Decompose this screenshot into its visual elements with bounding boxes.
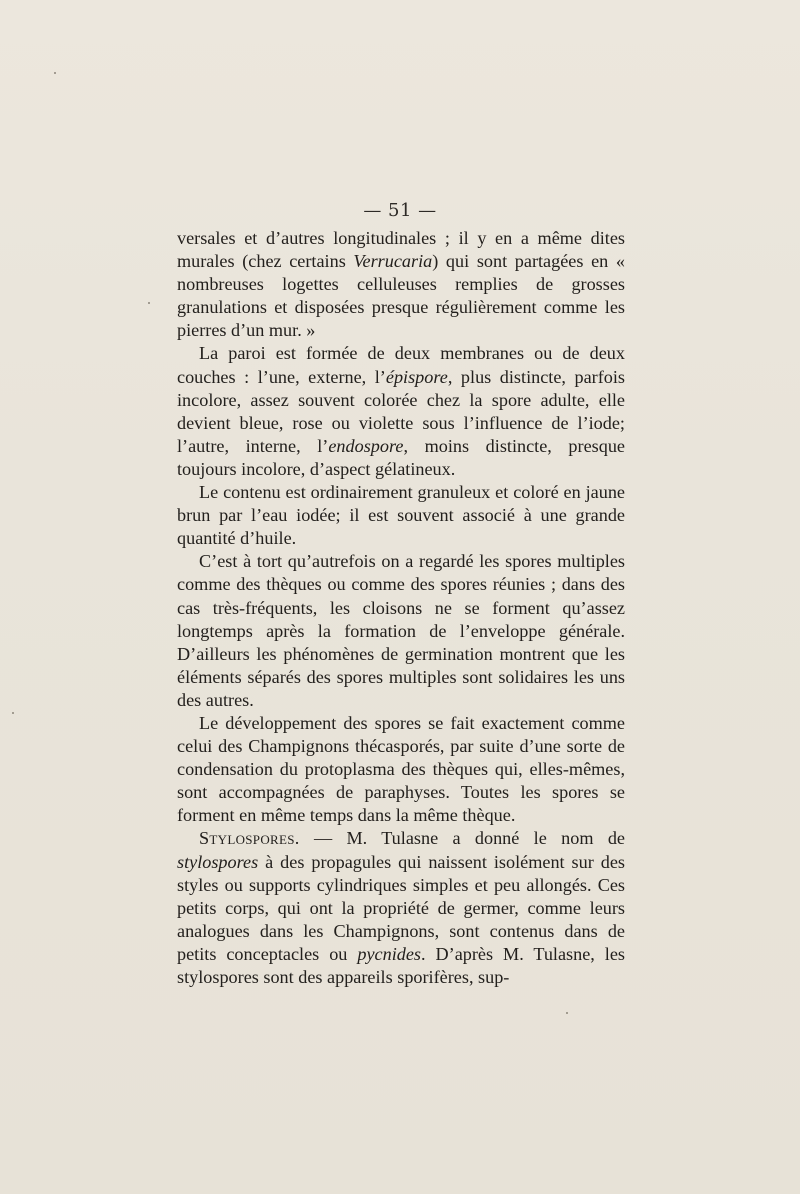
paper-speck — [148, 302, 150, 304]
text-segment-italic: pycnides — [357, 943, 421, 964]
body-text — [177, 227, 625, 989]
page-number: — 51 — — [363, 200, 437, 221]
paper-speck — [12, 712, 14, 714]
text-segment: , plus distincte, parfois incolore, assez souvent colorée chez la spore adulte, elle devient bleue, rose ou violette sous l’influence de l’iode; l’autre, interne, l’ — [177, 366, 625, 456]
text-segment: ) qui sont partagées en « nombreuses logettes celluleuses remplies de grosses granulations et disposées presque régulièrement comme les pierres d’un mur. » — [177, 251, 625, 341]
paper-speck — [54, 72, 56, 74]
text-segment: versales et d’autres longitudinales ; il y en a même dites murales (chez certains — [177, 228, 625, 272]
text-segment-italic: stylospores — [177, 851, 259, 872]
text-segment: . D’après M. Tulasne, les stylospores sont des appareils sporifères, sup- — [177, 943, 625, 987]
text-segment-italic: endospore — [328, 435, 404, 456]
section-heading: Stylospores. — [199, 828, 300, 849]
text-segment: — M. Tulasne a donné le nom de — [299, 828, 625, 849]
text-segment-italic: épispore — [385, 366, 448, 387]
text-segment-italic: Verrucaria — [353, 251, 433, 272]
paper-speck — [566, 1012, 568, 1014]
paragraph-4 — [177, 550, 625, 712]
paragraph-1 — [177, 227, 625, 342]
text-segment: , moins distincte, presque toujours incolore, d’aspect gélatineux. — [177, 435, 625, 479]
text-segment: à des propagules qui naissent isolément sur des styles ou supports cylindriques simples et peu allongés. Ces petits corps, qui ont la propriété de germer, comme leurs analogues dans les Champignons, sont contenus dans de petits conceptacles ou — [177, 851, 625, 964]
text-segment: Le contenu est ordinairement granuleux et coloré en jaune brun par l’eau iodée; il est souvent associé à une grande quantité d’huile. — [177, 482, 625, 549]
text-segment: Le développement des spores se fait exactement comme celui des Champignons thécasporés, par suite d’une sorte de condensation du protoplasma des thèques qui, elles-mêmes, sont accompagnées de paraphyses. Toutes les spores se forment en même temps dans la même thèque. — [177, 712, 625, 826]
paragraph-3 — [177, 481, 625, 550]
paragraph-5 — [177, 712, 625, 827]
paragraph-6 — [177, 827, 625, 989]
paragraph-2 — [177, 342, 625, 481]
text-segment: C’est à tort qu’autrefois on a regardé les spores multiples comme des thèques ou comme des spores réunies ; dans des cas très-fréquents, les cloisons ne se forment qu’assez longtemps après la formation de l’enveloppe générale. D’ailleurs les phénomènes de germination montrent que les éléments séparés des spores multiples sont solidaires les uns des autres. — [177, 551, 625, 710]
text-segment: La paroi est formée de deux membranes ou de deux couches : l’une, externe, l’ — [177, 343, 625, 387]
